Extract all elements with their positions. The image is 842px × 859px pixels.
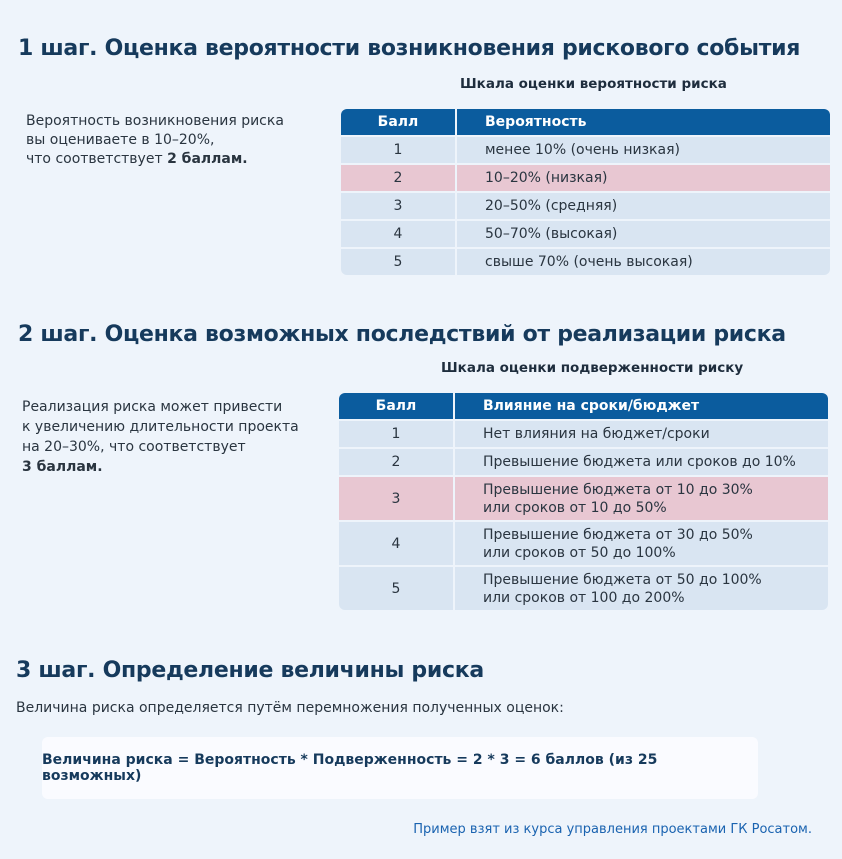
step2-desc-text: Реализация риска может привести к увеличению длительности проекта на 20–30%, что соответствует xyxy=(22,399,299,455)
source-note: Пример взят из курса управления проектами ГК Росатом. xyxy=(413,822,812,837)
value-line: свыше 70% (очень высокая) xyxy=(485,254,693,270)
exposure-table xyxy=(339,393,828,610)
formula-box xyxy=(42,737,758,799)
value-line: Превышение бюджета или сроков до 10% xyxy=(483,454,796,470)
value-line: Превышение бюджета от 50 до 100% xyxy=(483,571,762,588)
table2-caption: Шкала оценки подверженности риску xyxy=(441,360,744,376)
step1-desc-bold: 2 баллам. xyxy=(167,151,248,167)
col-header-score: Балл xyxy=(341,109,457,135)
score-cell: 4 xyxy=(341,219,457,247)
value-cell xyxy=(455,565,828,610)
table-row xyxy=(339,520,828,565)
value-cell xyxy=(455,419,828,447)
table-row xyxy=(341,191,830,219)
col-header-impact: Влияние на сроки/бюджет xyxy=(455,393,828,419)
step3-title: 3 шаг. Определение величины риска xyxy=(16,658,484,683)
table1-caption: Шкала оценки вероятности риска xyxy=(460,76,727,92)
value-line: менее 10% (очень низкая) xyxy=(485,142,680,158)
score-cell: 3 xyxy=(339,475,455,520)
table-row xyxy=(339,447,828,475)
value-cell xyxy=(455,475,828,520)
col-header-probability: Вероятность xyxy=(457,109,830,135)
value-line: 20–50% (средняя) xyxy=(485,198,618,214)
score-cell: 1 xyxy=(339,419,455,447)
step1-title: 1 шаг. Оценка вероятности возникновения рискового события xyxy=(18,36,801,61)
table-row xyxy=(341,247,830,275)
step2-description xyxy=(22,397,299,477)
score-cell: 2 xyxy=(341,163,457,191)
value-cell xyxy=(457,191,830,219)
score-cell: 2 xyxy=(339,447,455,475)
value-line: Нет влияния на бюджет/сроки xyxy=(483,426,710,442)
table-row xyxy=(341,219,830,247)
value-cell xyxy=(455,520,828,565)
table-row xyxy=(339,419,828,447)
value-line: 10–20% (низкая) xyxy=(485,170,608,186)
value-cell xyxy=(457,219,830,247)
value-cell xyxy=(455,447,828,475)
value-cell xyxy=(457,247,830,275)
probability-table xyxy=(341,109,830,275)
value-line: 50–70% (высокая) xyxy=(485,226,618,242)
value-cell xyxy=(457,163,830,191)
step3-description: Величина риска определяется путём перемножения полученных оценок: xyxy=(16,700,564,716)
step2-desc-bold: 3 баллам. xyxy=(22,459,103,475)
table-row xyxy=(341,135,830,163)
table-row xyxy=(341,163,830,191)
score-cell: 5 xyxy=(339,565,455,610)
value-line: или сроков от 50 до 100% xyxy=(483,544,676,561)
score-cell: 4 xyxy=(339,520,455,565)
table-row xyxy=(339,475,828,520)
score-cell: 1 xyxy=(341,135,457,163)
score-cell: 5 xyxy=(341,247,457,275)
col-header-score: Балл xyxy=(339,393,455,419)
value-line: Превышение бюджета от 10 до 30% xyxy=(483,481,753,498)
step2-title: 2 шаг. Оценка возможных последствий от реализации риска xyxy=(18,322,786,347)
score-cell: 3 xyxy=(341,191,457,219)
value-cell xyxy=(457,135,830,163)
formula-text: Величина риска = Вероятность * Подверженность = 2 * 3 = 6 баллов (из 25 возможных) xyxy=(42,752,658,784)
step1-description xyxy=(26,112,284,169)
value-line: Превышение бюджета от 30 до 50% xyxy=(483,526,753,543)
value-line: или сроков от 10 до 50% xyxy=(483,499,667,516)
table-row xyxy=(339,565,828,610)
step1-desc-text: Вероятность возникновения риска вы оцениваете в 10–20%, что соответствует xyxy=(26,113,284,167)
value-line: или сроков от 100 до 200% xyxy=(483,589,685,606)
